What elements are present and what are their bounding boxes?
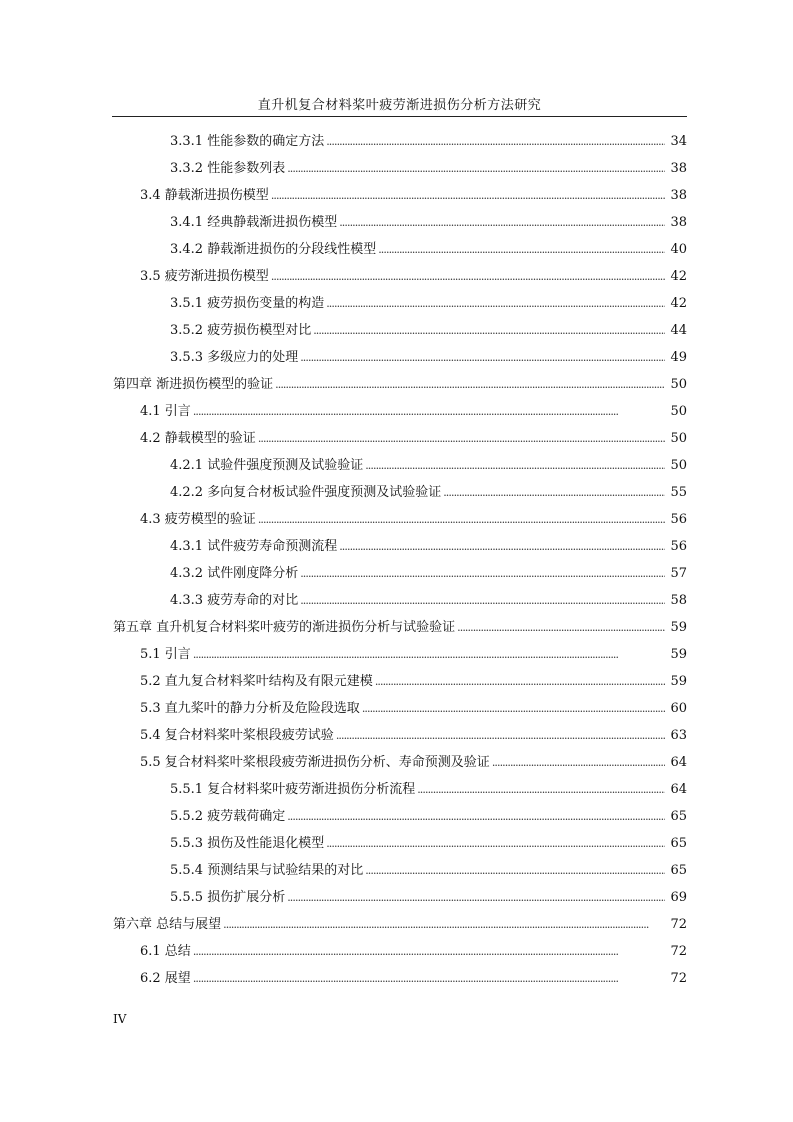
toc-entry-title: 5.5 复合材料桨叶桨根段疲劳渐进损伤分析、寿命预测及验证 [140, 755, 490, 770]
toc-entry-page: 50 [670, 458, 687, 473]
toc-entry-page: 58 [670, 593, 687, 608]
toc-chapter-entry[interactable] [0, 911, 793, 938]
toc-entry-title: 5.5.4 预测结果与试验结果的对比 [170, 863, 364, 878]
toc-section-entry[interactable] [0, 938, 793, 965]
toc-subsection-entry[interactable] [0, 884, 793, 911]
toc-entry-title: 3.3.1 性能参数的确定方法 [170, 134, 325, 149]
toc-entry-page: 72 [670, 917, 687, 932]
toc-entry-page: 38 [670, 188, 687, 203]
toc-subsection-entry[interactable] [0, 587, 793, 614]
toc-subsection-entry[interactable] [0, 803, 793, 830]
toc-dot-leader [275, 371, 665, 398]
toc-section-entry[interactable] [0, 722, 793, 749]
toc-entry-page: 42 [670, 296, 687, 311]
toc-entry-page: 57 [670, 566, 687, 581]
toc-entry-page: 50 [670, 404, 687, 419]
toc-entry-title: 3.5 疲劳渐进损伤模型 [140, 269, 269, 284]
toc-dot-leader [336, 722, 665, 749]
toc-section-entry[interactable] [0, 182, 793, 209]
toc-entry-title: 5.5.1 复合材料桨叶疲劳渐进损伤分析流程 [170, 782, 416, 797]
toc-entry-page: 64 [670, 782, 687, 797]
toc-entry-title: 第六章 总结与展望 [113, 917, 222, 932]
toc-subsection-entry[interactable] [0, 236, 793, 263]
toc-section-entry[interactable] [0, 641, 793, 668]
toc-entry-page: 55 [670, 485, 687, 500]
toc-entry-title: 4.2.2 多向复合材板试验件强度预测及试验验证 [170, 485, 442, 500]
toc-dot-leader [492, 749, 665, 776]
toc-entry-title: 3.4.1 经典静载渐进损伤模型 [170, 215, 338, 230]
toc-dot-leader [300, 344, 665, 371]
toc-subsection-entry[interactable] [0, 533, 793, 560]
toc-entry-title: 第四章 渐进损伤模型的验证 [113, 377, 274, 392]
toc-entry-title: 第五章 直升机复合材料桨叶疲劳的渐进损伤分析与试验验证 [113, 620, 456, 635]
toc-dot-leader [378, 236, 665, 263]
toc-entry-page: 59 [670, 647, 687, 662]
toc-entry-title: 3.5.1 疲劳损伤变量的构造 [170, 296, 325, 311]
toc-subsection-entry[interactable] [0, 317, 793, 344]
toc-entry-page: 40 [670, 242, 687, 257]
toc-entry-page: 56 [670, 512, 687, 527]
toc-section-entry[interactable] [0, 749, 793, 776]
toc-dot-leader [300, 560, 665, 587]
toc-entry-title: 3.4 静载渐进损伤模型 [140, 188, 269, 203]
toc-chapter-entry[interactable] [0, 371, 793, 398]
toc-entry-title: 5.4 复合材料桨叶桨根段疲劳试验 [140, 728, 334, 743]
toc-subsection-entry[interactable] [0, 290, 793, 317]
toc-dot-leader [365, 452, 665, 479]
toc-section-entry[interactable] [0, 695, 793, 722]
toc-entry-title: 3.5.2 疲劳损伤模型对比 [170, 323, 312, 338]
toc-dot-leader [326, 830, 665, 857]
header-rule [112, 116, 687, 117]
toc-subsection-entry[interactable] [0, 209, 793, 236]
toc-section-entry[interactable] [0, 668, 793, 695]
toc-entry-title: 5.5.2 疲劳载荷确定 [170, 809, 286, 824]
toc-dot-leader [375, 668, 665, 695]
toc-subsection-entry[interactable] [0, 776, 793, 803]
toc-entry-page: 44 [670, 323, 687, 338]
toc-dot-leader [457, 614, 665, 641]
toc-entry-title: 6.2 展望 [140, 971, 191, 986]
toc-entry-title: 6.1 总结 [140, 944, 191, 959]
toc-entry-title: 5.5.5 损伤扩展分析 [170, 890, 286, 905]
toc-entry-title: 4.3.2 试件刚度降分析 [170, 566, 299, 581]
toc-subsection-entry[interactable] [0, 344, 793, 371]
toc-dot-leader [417, 776, 665, 803]
toc-entry-page: 50 [670, 431, 687, 446]
toc-entry-title: 4.1 引言 [140, 404, 191, 419]
toc-entry-title: 5.1 引言 [140, 647, 191, 662]
table-of-contents [0, 128, 793, 992]
toc-dot-leader [258, 506, 665, 533]
toc-subsection-entry[interactable] [0, 155, 793, 182]
toc-entry-title: 4.2.1 试验件强度预测及试验验证 [170, 458, 364, 473]
toc-dot-leader [287, 155, 665, 182]
toc-section-entry[interactable] [0, 506, 793, 533]
toc-dot-leader [258, 425, 665, 452]
toc-dot-leader [287, 803, 665, 830]
toc-subsection-entry[interactable] [0, 560, 793, 587]
toc-dot-leader [193, 965, 665, 992]
toc-dot-leader [339, 533, 665, 560]
toc-entry-title: 4.3.1 试件疲劳寿命预测流程 [170, 539, 338, 554]
toc-entry-title: 3.4.2 静载渐进损伤的分段线性模型 [170, 242, 377, 257]
toc-entry-page: 49 [670, 350, 687, 365]
toc-chapter-entry[interactable] [0, 614, 793, 641]
toc-entry-title: 4.3.3 疲劳寿命的对比 [170, 593, 299, 608]
toc-entry-page: 72 [670, 971, 687, 986]
toc-subsection-entry[interactable] [0, 830, 793, 857]
toc-entry-page: 65 [670, 863, 687, 878]
toc-dot-leader [287, 884, 665, 911]
toc-entry-page: 65 [670, 836, 687, 851]
toc-entry-page: 34 [670, 134, 687, 149]
toc-dot-leader [326, 290, 665, 317]
toc-dot-leader [300, 587, 665, 614]
toc-dot-leader [193, 398, 665, 425]
toc-entry-title: 5.2 直九复合材料桨叶结构及有限元建模 [140, 674, 373, 689]
toc-entry-title: 3.5.3 多级应力的处理 [170, 350, 299, 365]
running-header-title: 直升机复合材料桨叶疲劳渐进损伤分析方法研究 [257, 98, 542, 113]
toc-entry-title: 4.3 疲劳模型的验证 [140, 512, 256, 527]
toc-entry-page: 42 [670, 269, 687, 284]
toc-entry-title: 5.3 直九桨叶的静力分析及危险段选取 [140, 701, 360, 716]
toc-subsection-entry[interactable] [0, 479, 793, 506]
toc-entry-page: 63 [670, 728, 687, 743]
toc-entry-page: 59 [670, 674, 687, 689]
toc-section-entry[interactable] [0, 425, 793, 452]
toc-dot-leader [313, 317, 665, 344]
toc-dot-leader [193, 938, 665, 965]
toc-entry-page: 72 [670, 944, 687, 959]
toc-entry-page: 38 [670, 161, 687, 176]
toc-entry-title: 5.5.3 损伤及性能退化模型 [170, 836, 325, 851]
toc-entry-page: 56 [670, 539, 687, 554]
toc-dot-leader [365, 857, 665, 884]
toc-entry-title: 4.2 静载模型的验证 [140, 431, 256, 446]
toc-entry-page: 59 [670, 620, 687, 635]
toc-entry-page: 69 [670, 890, 687, 905]
toc-entry-page: 65 [670, 809, 687, 824]
toc-dot-leader [223, 911, 665, 938]
toc-dot-leader [443, 479, 665, 506]
toc-section-entry[interactable] [0, 263, 793, 290]
page-number: IV [113, 1012, 127, 1026]
toc-section-entry[interactable] [0, 965, 793, 992]
toc-subsection-entry[interactable] [0, 128, 793, 155]
toc-dot-leader [339, 209, 665, 236]
toc-entry-page: 38 [670, 215, 687, 230]
toc-dot-leader [362, 695, 665, 722]
toc-entry-page: 64 [670, 755, 687, 770]
toc-entry-title: 3.3.2 性能参数列表 [170, 161, 286, 176]
toc-subsection-entry[interactable] [0, 452, 793, 479]
toc-subsection-entry[interactable] [0, 857, 793, 884]
toc-entry-page: 60 [670, 701, 687, 716]
toc-section-entry[interactable] [0, 398, 793, 425]
toc-dot-leader [271, 182, 665, 209]
toc-dot-leader [326, 128, 665, 155]
toc-dot-leader [193, 641, 665, 668]
toc-entry-page: 50 [670, 377, 687, 392]
toc-dot-leader [271, 263, 665, 290]
